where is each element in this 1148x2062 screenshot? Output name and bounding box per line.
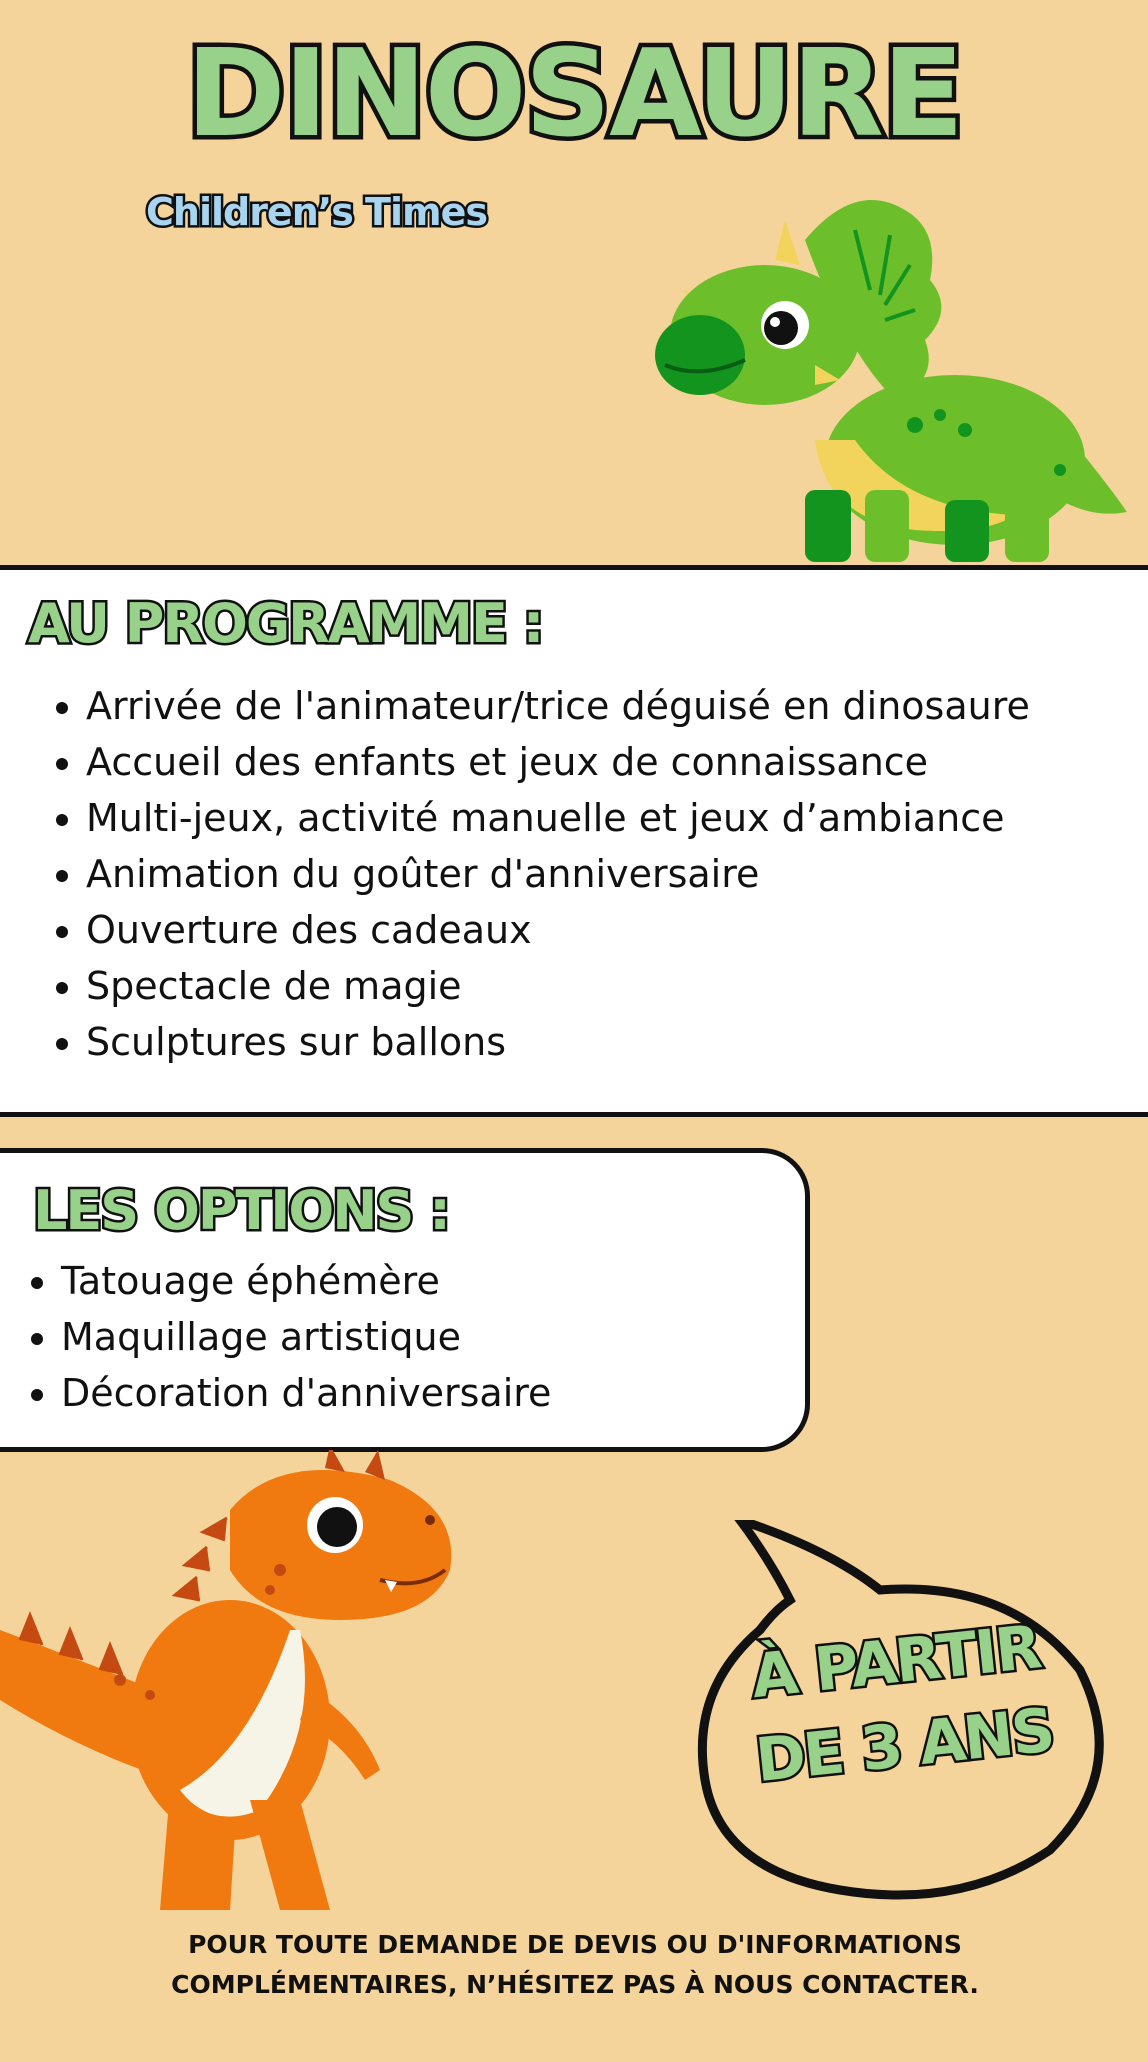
options-card bbox=[0, 1148, 810, 1452]
list-item: • Spectacle de magie bbox=[86, 958, 1148, 1014]
contact-footer bbox=[150, 1925, 1000, 2005]
list-item: • Animation du goûter d'anniversaire bbox=[86, 846, 1148, 902]
footer-line-1: POUR TOUTE DEMANDE DE DEVIS OU D'INFORMATIONS bbox=[188, 1930, 962, 1959]
programme-section bbox=[0, 565, 1148, 1117]
list-item: • Décoration d'anniversaire bbox=[61, 1365, 551, 1421]
list-item: • Tatouage éphémère bbox=[61, 1253, 551, 1309]
programme-list bbox=[48, 678, 1148, 1070]
list-item: • Arrivée de l'animateur/trice déguisé en dinosaure bbox=[86, 678, 1148, 734]
list-item: • Sculptures sur ballons bbox=[86, 1014, 1148, 1070]
age-line-2: DE 3 ANS bbox=[752, 1695, 1057, 1797]
page-title: DINOSAURE bbox=[185, 25, 963, 164]
programme-heading: AU PROGRAMME : bbox=[28, 592, 543, 655]
list-item: • Ouverture des cadeaux bbox=[86, 902, 1148, 958]
list-item: • Maquillage artistique bbox=[61, 1309, 551, 1365]
options-list bbox=[23, 1253, 551, 1421]
footer-line-2: COMPLÉMENTAIRES, N’HÉSITEZ PAS À NOUS CONTACTER. bbox=[171, 1970, 979, 1999]
triceratops-illustration bbox=[655, 190, 1135, 570]
options-heading: LES OPTIONS : bbox=[33, 1179, 449, 1242]
brand-subtitle: Children’s Times bbox=[146, 190, 487, 234]
trex-illustration bbox=[0, 1450, 470, 1930]
age-line-1: À PARTIR bbox=[748, 1612, 1044, 1713]
list-item: • Accueil des enfants et jeux de connaissance bbox=[86, 734, 1148, 790]
list-item: • Multi-jeux, activité manuelle et jeux d’ambiance bbox=[86, 790, 1148, 846]
